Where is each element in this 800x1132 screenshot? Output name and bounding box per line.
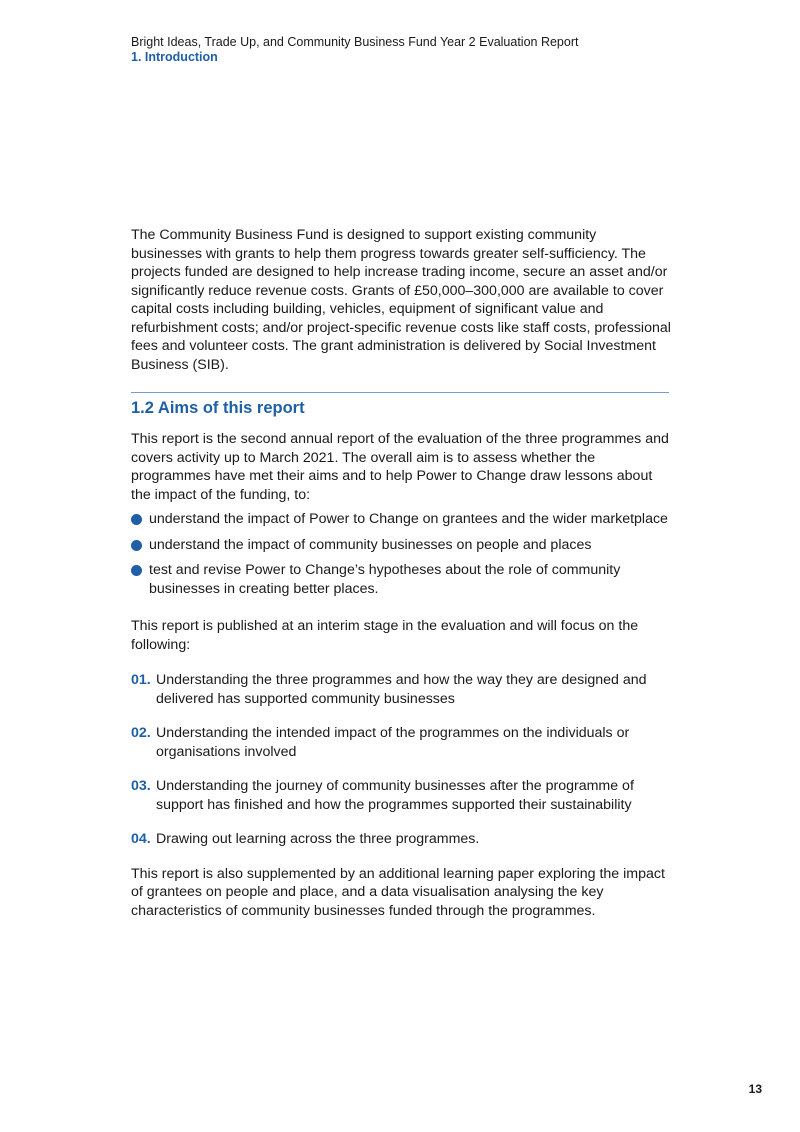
list-item xyxy=(131,724,671,761)
item-text: Understanding the intended impact of the programmes on the individuals or organisations involved xyxy=(156,725,630,760)
closing-paragraph: This report is also supplemented by an additional learning paper exploring the impact of grantees on people and place, and a data visualisation analysing the key characteristics of community businesses funded through the programmes. xyxy=(131,865,665,919)
list-item xyxy=(131,510,671,529)
item-text: Drawing out learning across the three programmes. xyxy=(156,831,480,847)
bullet-text: test and revise Power to Change’s hypotheses about the role of community businesses in creating better places. xyxy=(149,562,621,597)
main-content xyxy=(131,226,671,920)
page-number: 13 xyxy=(748,1082,762,1096)
bullet-text: understand the impact of community businesses on people and places xyxy=(149,536,592,553)
list-item xyxy=(131,777,671,814)
list-item xyxy=(131,536,671,555)
bullet-text: understand the impact of Power to Change on grantees and the wider marketplace xyxy=(149,511,668,527)
list-item xyxy=(131,830,671,849)
section-heading: 1.2 Aims of this report xyxy=(131,399,305,417)
focus-numbered-list xyxy=(131,671,671,849)
item-text: Understanding the three programmes and how the way they are designed and delivered has supported community businesses xyxy=(156,672,647,707)
list-item xyxy=(131,671,671,708)
report-title: Bright Ideas, Trade Up, and Community Business Fund Year 2 Evaluation Report xyxy=(131,35,579,49)
bullet-icon xyxy=(131,514,142,525)
section-divider xyxy=(131,392,669,393)
focus-paragraph: This report is published at an interim stage in the evaluation and will focus on the following: xyxy=(131,618,639,653)
list-item xyxy=(131,561,671,598)
page-header xyxy=(131,35,578,65)
section-label: 1. Introduction xyxy=(131,50,218,64)
item-text: Understanding the journey of community businesses after the programme of support has finished and how the programmes supported their sustainability xyxy=(156,778,634,813)
aims-paragraph: This report is the second annual report of the evaluation of the three programmes and covers activity up to March 2021. The overall aim is to assess whether the programmes have met their aims and to help Power to Change draw lessons about the impact of the funding, to: xyxy=(131,431,669,503)
item-number: 04. xyxy=(131,831,151,847)
bullet-icon xyxy=(131,565,142,576)
bullet-icon xyxy=(131,540,142,551)
item-number: 03. xyxy=(131,778,151,794)
intro-paragraph: The Community Business Fund is designed to support existing community businesses with grants to help them progress towards greater self-sufficiency. The projects funded are designed to help increase trading income, secure an asset and/or significantly reduce revenue costs. Grants of £50,000–300,000 are available to cover capital costs including building, vehicles, equipment of significant value and refurbishment costs; and/or project-specific revenue costs like staff costs, professional fees and volunteer costs. The grant administration is delivered by Social Investment Business (SIB). xyxy=(131,227,671,373)
item-number: 01. xyxy=(131,672,151,688)
aims-bullet-list xyxy=(131,510,671,598)
item-number: 02. xyxy=(131,725,151,741)
